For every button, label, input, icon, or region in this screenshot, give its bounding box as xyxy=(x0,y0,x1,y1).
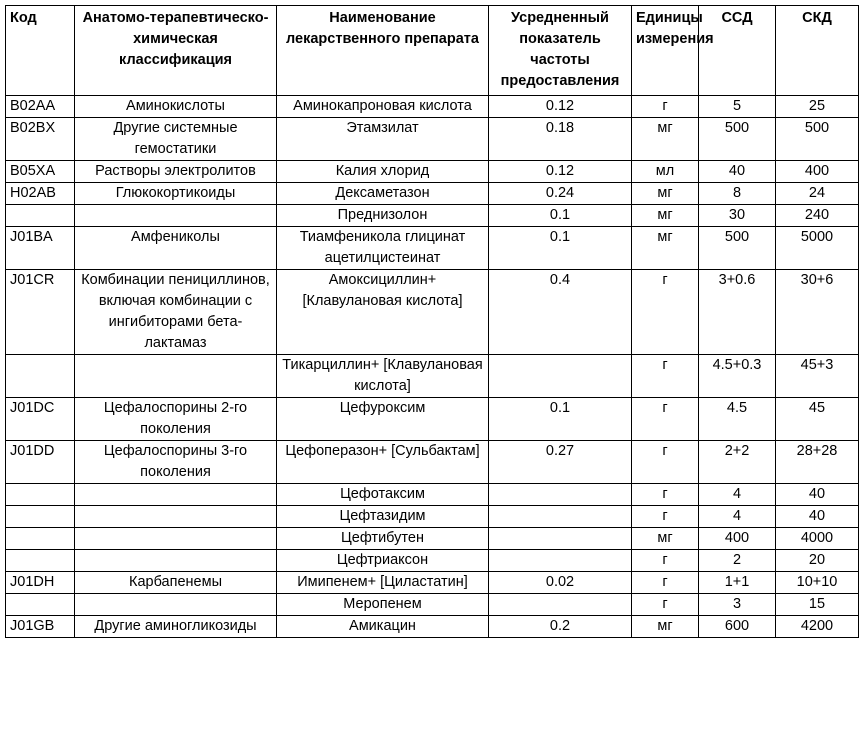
cell-drug-name: Этамзилат xyxy=(277,118,489,161)
cell-skd: 45 xyxy=(776,398,859,441)
cell-drug-name: Дексаметазон xyxy=(277,183,489,205)
cell-classification: Растворы электролитов xyxy=(75,161,277,183)
cell-classification xyxy=(75,484,277,506)
cell-code xyxy=(6,550,75,572)
cell-classification: Другие аминогликозиды xyxy=(75,616,277,638)
cell-ssd: 8 xyxy=(699,183,776,205)
table-row xyxy=(6,616,859,638)
cell-ssd: 600 xyxy=(699,616,776,638)
cell-frequency: 0.2 xyxy=(489,616,632,638)
cell-code: J01DD xyxy=(6,441,75,484)
table-row xyxy=(6,398,859,441)
table-row xyxy=(6,506,859,528)
cell-ssd: 4 xyxy=(699,484,776,506)
cell-skd: 40 xyxy=(776,484,859,506)
cell-unit: мг xyxy=(632,616,699,638)
cell-frequency: 0.18 xyxy=(489,118,632,161)
cell-drug-name: Цефтазидим xyxy=(277,506,489,528)
cell-ssd: 3 xyxy=(699,594,776,616)
cell-unit: г xyxy=(632,441,699,484)
cell-ssd: 500 xyxy=(699,118,776,161)
cell-unit: г xyxy=(632,484,699,506)
cell-ssd: 2 xyxy=(699,550,776,572)
drug-table xyxy=(5,5,859,638)
cell-frequency xyxy=(489,355,632,398)
header-frequency: Усредненный показатель частоты предоставления xyxy=(489,6,632,96)
cell-classification xyxy=(75,594,277,616)
cell-frequency: 0.4 xyxy=(489,270,632,355)
cell-unit: г xyxy=(632,96,699,118)
header-classification: Анатомо-терапевтическо-химическая классификация xyxy=(75,6,277,96)
cell-unit: мл xyxy=(632,161,699,183)
cell-classification: Цефалоспорины 3-го поколения xyxy=(75,441,277,484)
cell-drug-name: Имипенем+ [Циластатин] xyxy=(277,572,489,594)
cell-drug-name: Цефуроксим xyxy=(277,398,489,441)
cell-frequency: 0.12 xyxy=(489,161,632,183)
table-row xyxy=(6,528,859,550)
cell-frequency xyxy=(489,506,632,528)
cell-frequency: 0.02 xyxy=(489,572,632,594)
cell-skd: 4000 xyxy=(776,528,859,550)
cell-classification: Аминокислоты xyxy=(75,96,277,118)
cell-ssd: 2+2 xyxy=(699,441,776,484)
cell-ssd: 40 xyxy=(699,161,776,183)
cell-code xyxy=(6,506,75,528)
cell-code: B02BX xyxy=(6,118,75,161)
table-row xyxy=(6,270,859,355)
cell-frequency: 0.12 xyxy=(489,96,632,118)
header-skd: СКД xyxy=(776,6,859,96)
header-row xyxy=(6,6,859,96)
cell-classification: Амфениколы xyxy=(75,227,277,270)
cell-code: B05XA xyxy=(6,161,75,183)
cell-ssd: 4.5+0.3 xyxy=(699,355,776,398)
cell-frequency: 0.24 xyxy=(489,183,632,205)
cell-code xyxy=(6,205,75,227)
cell-drug-name: Аминокапроновая кислота xyxy=(277,96,489,118)
table-row xyxy=(6,550,859,572)
cell-skd: 25 xyxy=(776,96,859,118)
cell-ssd: 1+1 xyxy=(699,572,776,594)
cell-frequency xyxy=(489,528,632,550)
cell-skd: 240 xyxy=(776,205,859,227)
cell-unit: г xyxy=(632,550,699,572)
cell-classification: Комбинации пенициллинов, включая комбинации с ингибиторами бета-лактамаз xyxy=(75,270,277,355)
cell-classification xyxy=(75,355,277,398)
table-row xyxy=(6,183,859,205)
header-ssd: ССД xyxy=(699,6,776,96)
cell-drug-name: Тикарциллин+ [Клавулановая кислота] xyxy=(277,355,489,398)
cell-frequency: 0.27 xyxy=(489,441,632,484)
cell-skd: 40 xyxy=(776,506,859,528)
cell-classification: Глюкокортикоиды xyxy=(75,183,277,205)
cell-frequency xyxy=(489,484,632,506)
cell-skd: 400 xyxy=(776,161,859,183)
cell-unit: г xyxy=(632,506,699,528)
cell-unit: г xyxy=(632,355,699,398)
cell-unit: мг xyxy=(632,205,699,227)
header-code: Код xyxy=(6,6,75,96)
cell-drug-name: Цефотаксим xyxy=(277,484,489,506)
cell-skd: 500 xyxy=(776,118,859,161)
cell-unit: мг xyxy=(632,183,699,205)
cell-drug-name: Цефтриаксон xyxy=(277,550,489,572)
table-row xyxy=(6,355,859,398)
table-row xyxy=(6,441,859,484)
cell-frequency: 0.1 xyxy=(489,205,632,227)
cell-skd: 4200 xyxy=(776,616,859,638)
cell-code xyxy=(6,594,75,616)
cell-code: J01DC xyxy=(6,398,75,441)
cell-classification: Карбапенемы xyxy=(75,572,277,594)
cell-unit: г xyxy=(632,270,699,355)
cell-ssd: 30 xyxy=(699,205,776,227)
cell-unit: г xyxy=(632,594,699,616)
cell-skd: 28+28 xyxy=(776,441,859,484)
cell-skd: 15 xyxy=(776,594,859,616)
cell-skd: 45+3 xyxy=(776,355,859,398)
cell-frequency: 0.1 xyxy=(489,398,632,441)
cell-ssd: 400 xyxy=(699,528,776,550)
header-drug-name: Наименование лекарственного препарата xyxy=(277,6,489,96)
cell-classification: Цефалоспорины 2-го поколения xyxy=(75,398,277,441)
cell-ssd: 4 xyxy=(699,506,776,528)
cell-classification: Другие системные гемостатики xyxy=(75,118,277,161)
cell-classification xyxy=(75,205,277,227)
table-row xyxy=(6,484,859,506)
cell-code xyxy=(6,484,75,506)
header-unit: Единицы измерения xyxy=(632,6,699,96)
cell-classification xyxy=(75,528,277,550)
table-row xyxy=(6,205,859,227)
table-row xyxy=(6,118,859,161)
cell-frequency xyxy=(489,594,632,616)
table-row xyxy=(6,594,859,616)
cell-ssd: 5 xyxy=(699,96,776,118)
cell-code: J01GB xyxy=(6,616,75,638)
cell-ssd: 3+0.6 xyxy=(699,270,776,355)
cell-drug-name: Цефоперазон+ [Сульбактам] xyxy=(277,441,489,484)
cell-skd: 5000 xyxy=(776,227,859,270)
cell-skd: 30+6 xyxy=(776,270,859,355)
table-row xyxy=(6,227,859,270)
cell-code: H02AB xyxy=(6,183,75,205)
cell-frequency: 0.1 xyxy=(489,227,632,270)
table-body xyxy=(6,96,859,638)
cell-ssd: 4.5 xyxy=(699,398,776,441)
cell-code: B02AA xyxy=(6,96,75,118)
cell-drug-name: Амоксициллин+ [Клавулановая кислота] xyxy=(277,270,489,355)
cell-skd: 20 xyxy=(776,550,859,572)
cell-unit: мг xyxy=(632,227,699,270)
cell-unit: мг xyxy=(632,528,699,550)
cell-unit: г xyxy=(632,398,699,441)
cell-skd: 10+10 xyxy=(776,572,859,594)
table-row xyxy=(6,96,859,118)
cell-unit: г xyxy=(632,572,699,594)
cell-code xyxy=(6,528,75,550)
cell-drug-name: Калия хлорид xyxy=(277,161,489,183)
cell-code: J01CR xyxy=(6,270,75,355)
cell-unit: мг xyxy=(632,118,699,161)
cell-drug-name: Меропенем xyxy=(277,594,489,616)
cell-ssd: 500 xyxy=(699,227,776,270)
cell-drug-name: Тиамфеникола глицинат ацетилцистеинат xyxy=(277,227,489,270)
cell-drug-name: Цефтибутен xyxy=(277,528,489,550)
cell-drug-name: Амикацин xyxy=(277,616,489,638)
cell-classification xyxy=(75,506,277,528)
cell-code: J01BA xyxy=(6,227,75,270)
cell-skd: 24 xyxy=(776,183,859,205)
cell-frequency xyxy=(489,550,632,572)
cell-code xyxy=(6,355,75,398)
table-row xyxy=(6,161,859,183)
cell-code: J01DH xyxy=(6,572,75,594)
table-row xyxy=(6,572,859,594)
cell-classification xyxy=(75,550,277,572)
cell-drug-name: Преднизолон xyxy=(277,205,489,227)
